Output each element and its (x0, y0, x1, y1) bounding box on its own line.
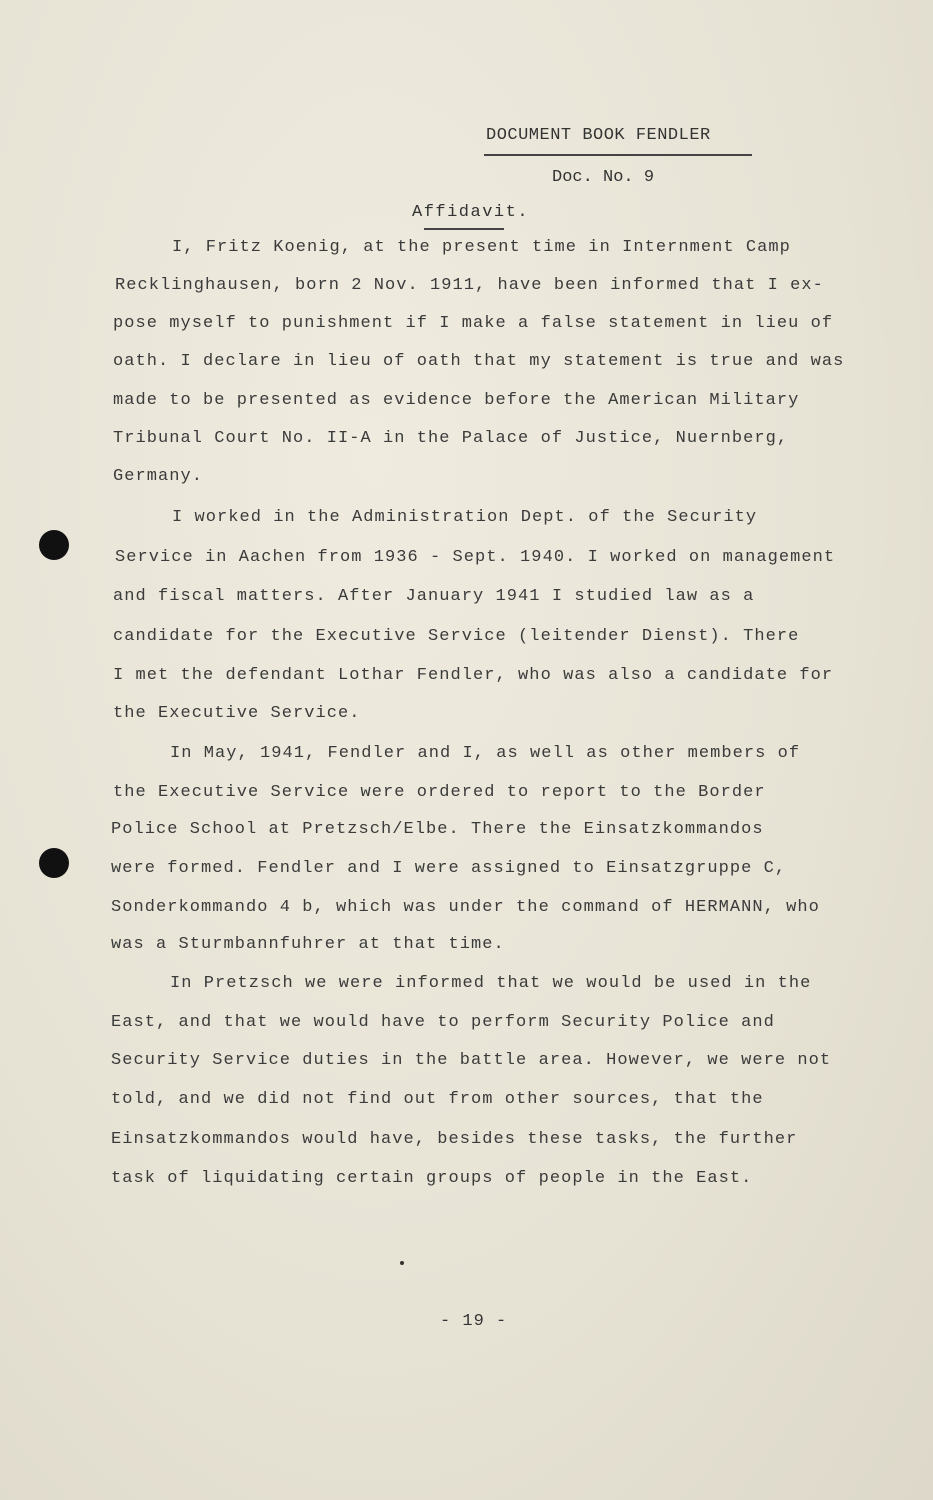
text-line: pose myself to punishment if I make a false statement in lieu of (113, 314, 834, 333)
text-line: made to be presented as evidence before the American Military (113, 391, 800, 410)
text-line: I met the defendant Lothar Fendler, who was also a candidate for (113, 666, 834, 685)
text-line: Security Service duties in the battle area. However, we were not (111, 1051, 832, 1070)
text-line: candidate for the Executive Service (leitender Dienst). There (113, 627, 800, 646)
text-line: task of liquidating certain groups of people in the East. (111, 1169, 753, 1188)
text-line: Police School at Pretzsch/Elbe. There the Einsatzkommandos (111, 820, 764, 839)
text-line: and fiscal matters. After January 1941 I studied law as a (113, 587, 755, 606)
document-number: Doc. No. 9 (552, 168, 655, 187)
text-line: In May, 1941, Fendler and I, as well as other members of (170, 744, 801, 763)
text-line: Recklinghausen, born 2 Nov. 1911, have been informed that I ex- (115, 276, 824, 295)
text-line: oath. I declare in lieu of oath that my statement is true and was (113, 352, 845, 371)
text-line: were formed. Fendler and I were assigned to Einsatzgruppe C, (111, 859, 787, 878)
text-line: In Pretzsch we were informed that we would be used in the (170, 974, 812, 993)
ink-speck (400, 1261, 404, 1265)
page-number: - 19 - (440, 1312, 508, 1331)
heading-underline (484, 154, 752, 156)
text-line: East, and that we would have to perform Security Police and (111, 1013, 775, 1032)
text-line: I, Fritz Koenig, at the present time in Internment Camp (172, 238, 791, 257)
document-book-heading: DOCUMENT BOOK FENDLER (486, 126, 711, 145)
text-line: Tribunal Court No. II-A in the Palace of Justice, Nuernberg, (113, 429, 789, 448)
text-line: Sonderkommando 4 b, which was under the command of HERMANN, who (111, 898, 820, 917)
text-line: the Executive Service. (113, 704, 361, 723)
text-line: told, and we did not find out from other sources, that the (111, 1090, 764, 1109)
text-line: the Executive Service were ordered to report to the Border (113, 783, 766, 802)
text-line: Einsatzkommandos would have, besides these tasks, the further (111, 1130, 798, 1149)
text-line: was a Sturmbannfuhrer at that time. (111, 935, 505, 954)
title-underline (424, 228, 504, 230)
punch-hole (39, 530, 69, 560)
punch-hole (39, 848, 69, 878)
affidavit-title: Affidavit. (412, 203, 530, 222)
text-line: I worked in the Administration Dept. of the Security (172, 508, 758, 527)
text-line: Service in Aachen from 1936 - Sept. 1940. I worked on management (115, 548, 836, 567)
text-line: Germany. (113, 467, 204, 486)
